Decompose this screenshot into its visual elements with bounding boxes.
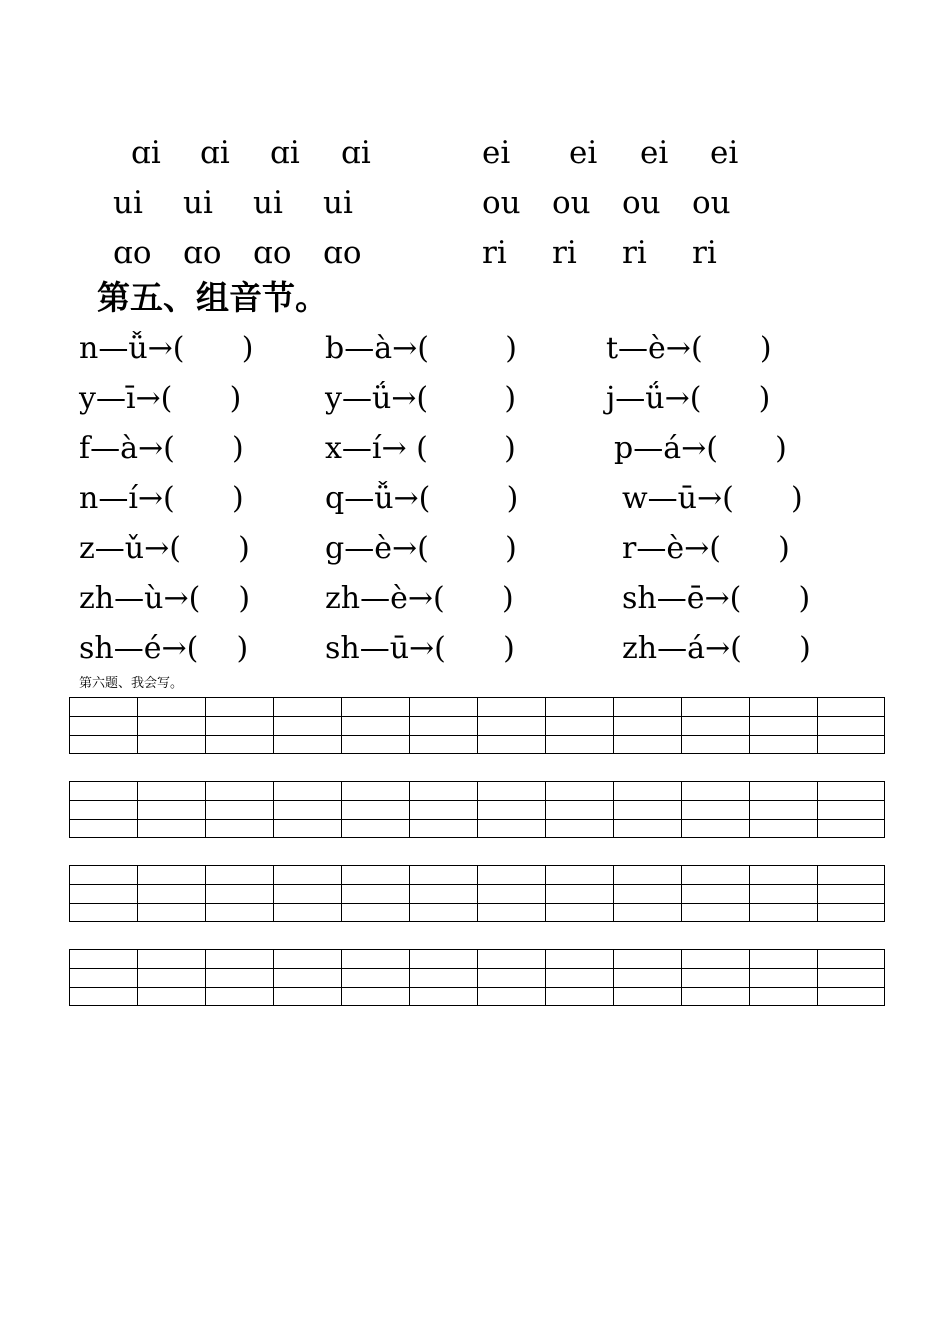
section6-title: 第六题、我会写。 — [79, 676, 184, 691]
grid-column-divider — [749, 950, 750, 1005]
grid-column-divider — [613, 698, 614, 753]
grid-column-divider — [681, 782, 682, 837]
exercise-item: p—á→( ) — [614, 431, 787, 466]
exercise-item: t—è→( ) — [606, 331, 772, 366]
grid-column-divider — [409, 866, 410, 921]
grid-column-divider — [341, 866, 342, 921]
grid-column-divider — [545, 782, 546, 837]
grid-column-divider — [341, 782, 342, 837]
exercise-item: sh—é→( ) — [79, 631, 249, 666]
exercise-item: sh—ē→( ) — [622, 581, 811, 616]
grid-column-divider — [749, 866, 750, 921]
grid-column-divider — [137, 698, 138, 753]
grid-column-divider — [817, 950, 818, 1005]
exercise-item: j—ǘ→( ) — [606, 381, 771, 416]
pinyin-cell: ei — [640, 135, 669, 171]
exercise-item: b—à→( ) — [325, 331, 517, 366]
grid-column-divider — [817, 866, 818, 921]
pinyin-cell: ei — [710, 135, 739, 171]
grid-column-divider — [613, 782, 614, 837]
pinyin-cell: ui — [323, 185, 353, 221]
pinyin-cell: ɑi — [341, 135, 371, 171]
pinyin-cell: ɑi — [200, 135, 230, 171]
pinyin-cell: ou — [552, 185, 591, 221]
grid-column-divider — [477, 698, 478, 753]
grid-column-divider — [817, 698, 818, 753]
writing-grid — [69, 865, 885, 922]
pinyin-cell: ɑo — [113, 235, 152, 271]
pinyin-cell: ou — [622, 185, 661, 221]
pinyin-cell: ri — [692, 235, 717, 271]
grid-column-divider — [477, 782, 478, 837]
grid-column-divider — [749, 782, 750, 837]
pinyin-cell: ou — [692, 185, 731, 221]
grid-column-divider — [545, 698, 546, 753]
grid-column-divider — [409, 950, 410, 1005]
grid-column-divider — [137, 950, 138, 1005]
exercise-item: n—ǚ→( ) — [79, 331, 254, 366]
grid-column-divider — [137, 782, 138, 837]
exercise-item: w—ū→( ) — [622, 481, 803, 516]
pinyin-cell: ɑo — [183, 235, 222, 271]
grid-column-divider — [477, 866, 478, 921]
grid-column-divider — [613, 866, 614, 921]
grid-column-divider — [205, 698, 206, 753]
grid-column-divider — [205, 782, 206, 837]
grid-column-divider — [817, 782, 818, 837]
exercise-item: q—ǚ→( ) — [325, 481, 519, 516]
grid-column-divider — [545, 950, 546, 1005]
exercise-item: zh—è→( ) — [325, 581, 514, 616]
grid-column-divider — [137, 866, 138, 921]
pinyin-cell: ɑo — [323, 235, 362, 271]
grid-column-divider — [205, 950, 206, 1005]
exercise-item: r—è→( ) — [622, 531, 790, 566]
pinyin-cell: ri — [552, 235, 577, 271]
grid-column-divider — [545, 866, 546, 921]
grid-column-divider — [273, 950, 274, 1005]
pinyin-cell: ɑi — [270, 135, 300, 171]
pinyin-cell: ɑo — [253, 235, 292, 271]
grid-column-divider — [681, 866, 682, 921]
grid-column-divider — [613, 950, 614, 1005]
grid-column-divider — [273, 698, 274, 753]
exercise-item: g—è→( ) — [325, 531, 517, 566]
pinyin-cell: ɑi — [131, 135, 161, 171]
grid-column-divider — [477, 950, 478, 1005]
exercise-item: zh—ù→( ) — [79, 581, 251, 616]
exercise-item: n—í→( ) — [79, 481, 244, 516]
exercise-item: f—à→( ) — [79, 431, 244, 466]
grid-column-divider — [681, 950, 682, 1005]
writing-grid — [69, 697, 885, 754]
pinyin-cell: ui — [253, 185, 283, 221]
pinyin-cell: ui — [113, 185, 143, 221]
pinyin-cell: ri — [622, 235, 647, 271]
grid-column-divider — [341, 950, 342, 1005]
exercise-item: zh—á→( ) — [622, 631, 811, 666]
pinyin-cell: ei — [482, 135, 511, 171]
exercise-item: x—í→ ( ) — [325, 431, 516, 466]
writing-grid — [69, 781, 885, 838]
writing-grid — [69, 949, 885, 1006]
grid-column-divider — [273, 782, 274, 837]
grid-column-divider — [341, 698, 342, 753]
grid-column-divider — [409, 782, 410, 837]
grid-column-divider — [273, 866, 274, 921]
exercise-item: z—ǔ→( ) — [79, 531, 250, 566]
section5-title: 第五、组音节。 — [97, 278, 328, 317]
grid-column-divider — [409, 698, 410, 753]
grid-column-divider — [681, 698, 682, 753]
grid-column-divider — [205, 866, 206, 921]
exercise-item: sh—ū→( ) — [325, 631, 515, 666]
pinyin-cell: ui — [183, 185, 213, 221]
grid-column-divider — [749, 698, 750, 753]
pinyin-cell: ei — [569, 135, 598, 171]
pinyin-cell: ou — [482, 185, 521, 221]
pinyin-cell: ri — [482, 235, 507, 271]
exercise-item: y—ī→( ) — [79, 381, 242, 416]
exercise-item: y—ǘ→( ) — [325, 381, 517, 416]
